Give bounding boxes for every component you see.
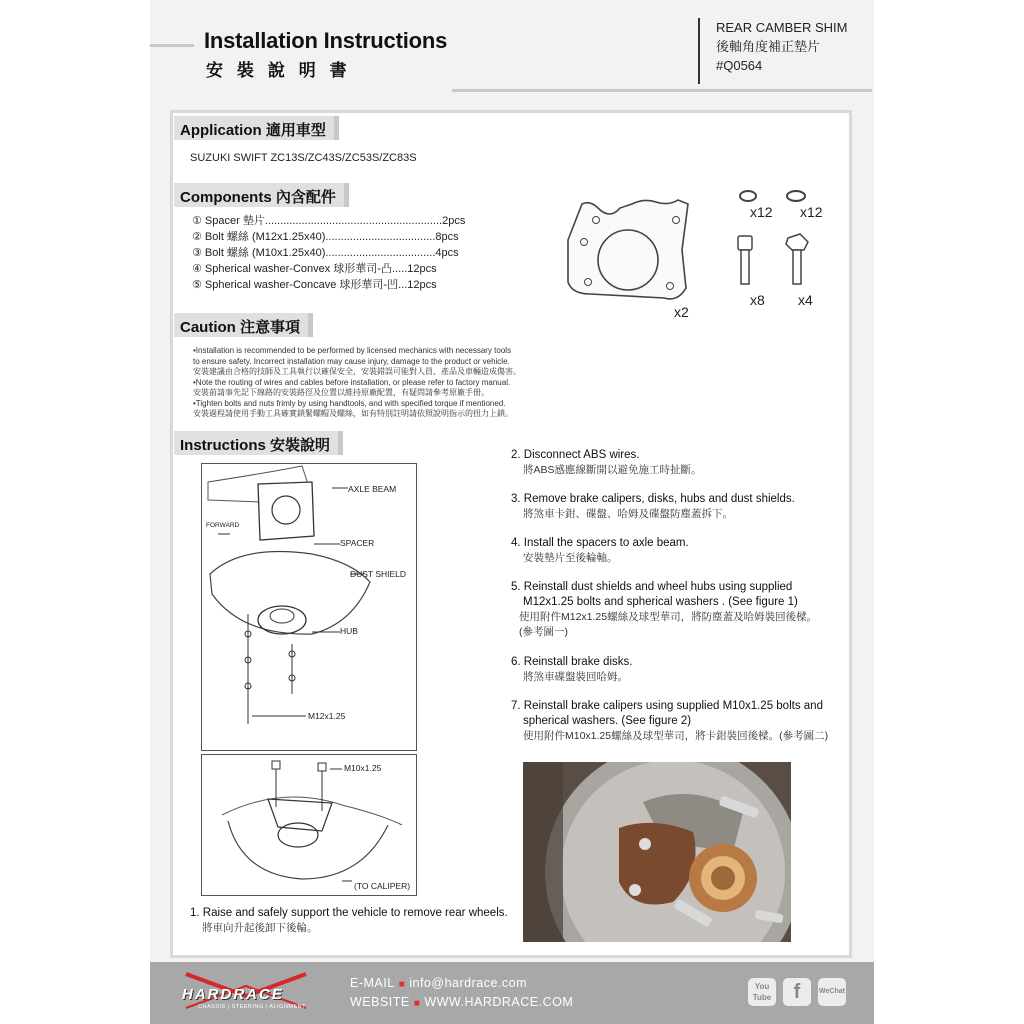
- bolt-m10-drawing: [786, 234, 808, 284]
- label-to-caliper: (TO CALIPER): [354, 881, 411, 891]
- wechat-icon[interactable]: WeChat: [818, 978, 846, 1006]
- website-label: WEBSITE: [350, 995, 410, 1009]
- step-5-en: 5. Reinstall dust shields and wheel hubs using supplied: [511, 581, 793, 593]
- bolt-m12-drawing: [738, 236, 752, 284]
- brand-name: HARDRACE: [182, 986, 284, 1003]
- email-link[interactable]: info@hardrace.com: [409, 976, 527, 990]
- spacer-count: x2: [674, 304, 689, 320]
- step-3-en: 3. Remove brake calipers, disks, hubs and dust shields.: [511, 493, 795, 505]
- step-4: [511, 536, 841, 566]
- step-1-en: 1. Raise and safely support the vehicle to remove rear wheels.: [190, 907, 508, 919]
- footer-email: [350, 976, 527, 990]
- brand-tagline: CHASSIS | STEERING | ALIGNMENT: [198, 1004, 307, 1010]
- step-1-zh: 將車向升起後卸下後輪。: [202, 922, 318, 934]
- figure-1-drawing: [202, 464, 416, 750]
- step-2: [511, 448, 841, 478]
- components-list: [192, 213, 465, 293]
- label-dust-shield: DUST SHIELD: [350, 569, 407, 579]
- step-5: [511, 580, 841, 640]
- footer-website: [350, 995, 573, 1009]
- step-7: [511, 699, 841, 744]
- components-heading: Components 內含配件: [174, 183, 344, 207]
- label-m12: M12x1.25: [308, 711, 346, 721]
- step-4-en: 4. Install the spacers to axle beam.: [511, 537, 689, 549]
- caution-line: to ensure safety. Incorrect installation may cause injury, damage to the product or vehicle.: [193, 356, 510, 366]
- header-rule-mid: [452, 89, 872, 92]
- caution-line: •Tighten bolts and nuts frimly by using handtools, and with specified torque if mentioned.: [193, 398, 506, 408]
- installation-photo-drawing: [523, 762, 791, 942]
- page-subtitle: 安 裝 說 明 書: [206, 61, 351, 81]
- label-axle-beam: AXLE BEAM: [348, 484, 397, 494]
- caution-line: 安裝前請事先記下線路的安裝路徑及位置以維持原廠配置，有疑問請參考原廠手冊。: [193, 388, 489, 397]
- spacer-plate-drawing: [568, 200, 688, 299]
- washer-concave-count: x12: [800, 204, 823, 220]
- component-item: ⑤ Spherical washer-Concave 球形華司-凹...12pcs: [192, 279, 437, 291]
- step-4-zh: 安裝墊片至後輪軸。: [523, 552, 618, 564]
- component-item: ② Bolt 螺絲 (M12x1.25x40)....................................8pcs: [192, 231, 459, 243]
- caution-line: 安裝建議由合格的技師及工具執行以確保安全，安裝錯誤可能對人員、產品及車輛造成傷害。: [193, 367, 521, 376]
- caution-heading: Caution 注意事項: [174, 313, 308, 337]
- component-item: ③ Bolt 螺絲 (M10x1.25x40)....................................4pcs: [192, 247, 459, 259]
- bolt-m12-count: x8: [750, 292, 765, 308]
- washer-convex-count: x12: [750, 204, 773, 220]
- instructions-heading: Instructions 安裝說明: [174, 431, 338, 455]
- label-m10: M10x1.25: [344, 763, 382, 773]
- installation-photo: [523, 762, 791, 942]
- step-6-zh: 將煞車碟盤裝回哈姆。: [523, 671, 628, 683]
- product-name-en: REAR CAMBER SHIM: [716, 20, 848, 35]
- step-3: [511, 492, 841, 522]
- component-item: ④ Spherical washer-Convex 球形華司-凸.....12pcs: [192, 263, 437, 275]
- step-1: [190, 906, 508, 936]
- figure-1: [201, 463, 417, 751]
- caution-line: 安裝過程請使用手動工具確實鎖緊螺帽及螺絲，如有特別註明請依照說明指示的扭力上鎖。: [193, 409, 513, 418]
- bullet-icon: ■: [398, 979, 406, 990]
- components-illustration: [560, 190, 850, 330]
- step-6-en: 6. Reinstall brake disks.: [511, 656, 633, 668]
- caution-text: [193, 346, 563, 420]
- step-7-en-2: spherical washers. (See figure 2): [523, 715, 692, 727]
- header-rule-left: [150, 44, 194, 47]
- page-title: Installation Instructions: [204, 28, 448, 53]
- washer-concave-drawing: [787, 191, 805, 201]
- website-link[interactable]: WWW.HARDRACE.COM: [424, 995, 574, 1009]
- figure-2-drawing: [202, 755, 416, 895]
- email-label: E-MAIL: [350, 976, 395, 990]
- step-6: [511, 655, 841, 685]
- figure-2: [201, 754, 417, 896]
- step-2-en: 2. Disconnect ABS wires.: [511, 449, 640, 461]
- application-vehicle: SUZUKI SWIFT ZC13S/ZC43S/ZC53S/ZC83S: [190, 152, 417, 164]
- part-number: #Q0564: [716, 58, 763, 73]
- label-hub: HUB: [340, 626, 358, 636]
- component-item: ① Spacer 墊片..........................................................2pcs: [192, 215, 466, 227]
- bolt-m10-count: x4: [798, 292, 813, 308]
- step-5-zh-2: (參考圖一): [519, 626, 568, 638]
- step-3-zh: 將煞車卡鉗、碟盤、哈姆及碟盤防塵蓋拆下。: [523, 508, 733, 520]
- washer-convex-drawing: [740, 191, 756, 201]
- step-5-en-2: M12x1.25 bolts and spherical washers . (See figure 1): [523, 596, 798, 608]
- product-info: [698, 18, 874, 84]
- youtube-icon[interactable]: You Tube: [748, 978, 776, 1006]
- label-forward: FORWARD: [206, 522, 240, 529]
- facebook-icon[interactable]: f: [783, 978, 811, 1006]
- label-spacer: SPACER: [340, 538, 375, 548]
- step-2-zh: 將ABS感應線斷開以避免施工時扯斷。: [523, 464, 702, 476]
- step-5-zh: 使用附件M12x1.25螺絲及球型華司，將防塵蓋及哈姆裝回後樑。: [519, 611, 818, 623]
- bullet-icon: ■: [413, 998, 421, 1009]
- step-7-zh: 使用附件M10x1.25螺絲及球型華司，將卡鉗裝回後樑。(參考圖二): [523, 730, 829, 742]
- step-7-en: 7. Reinstall brake calipers using supplied M10x1.25 bolts and: [511, 700, 823, 712]
- caution-line: •Note the routing of wires and cables before installation, or please refer to factory manual.: [193, 377, 511, 387]
- application-heading: Application 適用車型: [174, 116, 334, 140]
- product-name-zh: 後軸角度補正墊片: [716, 39, 821, 54]
- hardrace-logo: [176, 968, 316, 1014]
- caution-line: •Installation is recommended to be performed by licensed mechanics with necessary tools: [193, 346, 512, 355]
